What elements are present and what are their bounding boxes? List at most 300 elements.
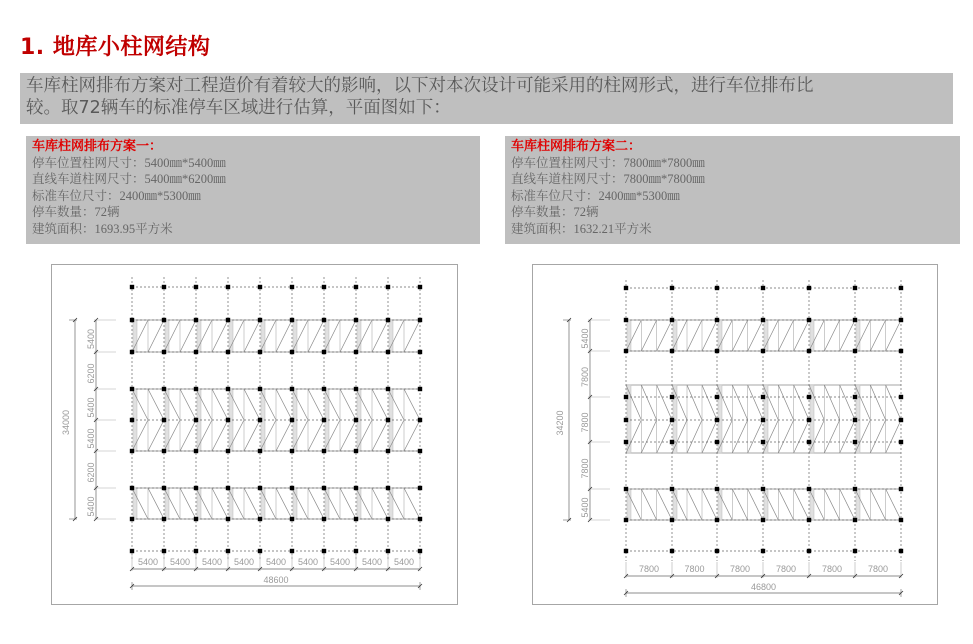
scheme-2-spec-stall-size: 标准车位尺寸：2400㎜*5300㎜ [511, 187, 680, 203]
scheme-1-spec-parking-grid: 停车位置柱网尺寸：5400㎜*5400㎜ [32, 154, 226, 170]
column-strip [357, 488, 361, 519]
structural-column [322, 486, 326, 490]
stall-diagonal [180, 320, 196, 352]
structural-column [715, 549, 719, 553]
stall-diagonal [840, 489, 855, 520]
stall-diagonal [886, 420, 901, 453]
structural-column [899, 418, 903, 422]
structural-column [194, 387, 198, 391]
stall-diagonal [641, 320, 656, 351]
scheme-2-heading: 车库柱网排布方案二： [511, 139, 642, 154]
stall-diagonal [148, 488, 164, 519]
structural-column [853, 418, 857, 422]
intro-line-1: 车库柱网排布方案对工程造价有着较大的影响，以下对本次设计可能采用的柱网形式，进行车位排布比 [26, 76, 814, 96]
stall-diagonal [687, 385, 702, 420]
structural-column [258, 285, 262, 289]
bay-dimension-label: 7800 [684, 564, 705, 574]
structural-column [290, 318, 294, 322]
column-strip [325, 320, 329, 352]
column-strip [229, 320, 233, 352]
structural-column [354, 285, 358, 289]
stall-diagonal [212, 320, 228, 352]
scheme-1-spec-stall-size: 标准车位尺寸：2400㎜*5300㎜ [32, 187, 201, 203]
stall-diagonal [244, 488, 260, 519]
column-strip [197, 488, 201, 519]
column-strip [229, 488, 233, 519]
structural-column [899, 440, 903, 444]
structural-column [258, 449, 262, 453]
stall-diagonal [840, 385, 855, 420]
stall-diagonal [404, 389, 420, 420]
structural-column [290, 549, 294, 553]
structural-column [322, 418, 326, 422]
bay-dimension-label: 5400 [329, 557, 351, 567]
row-dimension-label: 5400 [86, 328, 96, 350]
structural-column [226, 350, 230, 354]
column-strip [357, 320, 361, 352]
stall-diagonal [886, 489, 901, 520]
stall-diagonal [840, 320, 855, 351]
stall-diagonal [308, 420, 324, 451]
structural-column [624, 549, 628, 553]
stall-diagonal [340, 389, 356, 420]
structural-column [162, 285, 166, 289]
structural-column [322, 387, 326, 391]
structural-column [258, 387, 262, 391]
structural-column [418, 517, 422, 521]
scheme-1-spec-car-count: 停车数量：72辆 [32, 204, 120, 219]
structural-column [715, 395, 719, 399]
stall-diagonal [308, 320, 324, 352]
bay-dimension-label: 5400 [233, 557, 255, 567]
scheme-2-plan-svg [533, 265, 939, 606]
structural-column [624, 286, 628, 290]
structural-column [715, 518, 719, 522]
stall-diagonal [824, 385, 839, 420]
stall-diagonal [372, 389, 388, 420]
stall-diagonal [870, 420, 885, 453]
structural-column [715, 318, 719, 322]
structural-column [194, 318, 198, 322]
bay-dimension-label: 7800 [867, 564, 889, 574]
structural-column [290, 350, 294, 354]
structural-column [670, 395, 674, 399]
structural-column [624, 518, 628, 522]
structural-column [418, 549, 422, 553]
scheme-2-floor-plan [532, 264, 938, 605]
structural-column [130, 449, 134, 453]
structural-column [130, 517, 134, 521]
structural-column [258, 318, 262, 322]
structural-column [418, 418, 422, 422]
column-strip [856, 489, 860, 520]
stall-diagonal [340, 488, 356, 519]
stall-diagonal [732, 385, 747, 420]
structural-column [290, 486, 294, 490]
structural-column [194, 418, 198, 422]
scheme-1-floor-plan [51, 264, 458, 605]
stall-diagonal [732, 420, 747, 453]
total-width-label: 48600 [263, 575, 289, 585]
column-strip [627, 489, 631, 520]
stall-diagonal [404, 488, 420, 519]
structural-column [226, 517, 230, 521]
scheme-2-spec-floor-area: 建筑面积：1632.21平方米 [511, 220, 652, 236]
stall-diagonal [404, 320, 420, 352]
structural-column [354, 387, 358, 391]
structural-column [624, 418, 628, 422]
row-dimension-label: 7800 [580, 412, 590, 433]
structural-column [226, 549, 230, 553]
structural-column [194, 486, 198, 490]
structural-column [162, 449, 166, 453]
structural-column [761, 286, 765, 290]
structural-column [670, 418, 674, 422]
structural-column [670, 286, 674, 290]
structural-column [258, 350, 262, 354]
structural-column [899, 487, 903, 491]
structural-column [322, 285, 326, 289]
structural-column [322, 549, 326, 553]
stall-diagonal [778, 489, 793, 520]
structural-column [386, 449, 390, 453]
structural-column [386, 517, 390, 521]
column-strip [261, 488, 265, 519]
structural-column [130, 350, 134, 354]
structural-column [290, 387, 294, 391]
column-strip [325, 488, 329, 519]
column-strip [293, 320, 297, 352]
structural-column [354, 549, 358, 553]
stall-diagonal [276, 488, 292, 519]
structural-column [290, 517, 294, 521]
stall-diagonal [748, 385, 763, 420]
structural-column [418, 285, 422, 289]
stall-diagonal [778, 385, 793, 420]
structural-column [162, 486, 166, 490]
structural-column [853, 395, 857, 399]
stall-diagonal [244, 320, 260, 352]
stall-diagonal [778, 420, 793, 453]
structural-column [418, 387, 422, 391]
stall-diagonal [308, 488, 324, 519]
stall-diagonal [641, 489, 656, 520]
intro-line-2: 较。取72辆车的标准停车区域进行估算，平面图如下： [26, 98, 451, 118]
stall-diagonal [886, 320, 901, 351]
structural-column [761, 487, 765, 491]
stall-diagonal [702, 320, 717, 351]
structural-column [807, 349, 811, 353]
structural-column [354, 449, 358, 453]
stall-diagonal [870, 385, 885, 420]
column-strip [133, 488, 137, 519]
structural-column [130, 486, 134, 490]
stall-diagonal [702, 489, 717, 520]
structural-column [670, 318, 674, 322]
structural-column [761, 440, 765, 444]
structural-column [386, 285, 390, 289]
column-strip [764, 320, 768, 351]
stall-diagonal [794, 385, 809, 420]
structural-column [194, 449, 198, 453]
row-dimension-label: 5400 [580, 497, 590, 518]
structural-column [761, 418, 765, 422]
structural-column [258, 418, 262, 422]
column-strip [389, 488, 393, 519]
scheme-1-plan-svg [52, 265, 459, 606]
column-strip [673, 489, 677, 520]
stall-diagonal [404, 420, 420, 451]
stall-diagonal [732, 489, 747, 520]
column-strip [165, 320, 169, 352]
stall-diagonal [372, 320, 388, 352]
structural-column [807, 286, 811, 290]
stall-diagonal [212, 389, 228, 420]
structural-column [322, 517, 326, 521]
bay-dimension-label: 5400 [393, 557, 415, 567]
scheme-2-spec-parking-grid: 停车位置柱网尺寸：7800㎜*7800㎜ [511, 154, 705, 170]
stall-diagonal [778, 320, 793, 351]
scheme-1-spec-driveway-grid: 直线车道柱网尺寸：5400㎜*6200㎜ [32, 171, 226, 186]
structural-column [899, 549, 903, 553]
structural-column [624, 318, 628, 322]
structural-column [162, 549, 166, 553]
structural-column [807, 395, 811, 399]
structural-column [258, 549, 262, 553]
row-dimension-label: 6200 [86, 363, 96, 384]
stall-diagonal [148, 389, 164, 420]
column-strip [718, 489, 722, 520]
stall-diagonal [180, 488, 196, 519]
stall-diagonal [212, 420, 228, 451]
structural-column [226, 486, 230, 490]
structural-column [418, 350, 422, 354]
total-width-label: 46800 [750, 582, 777, 592]
row-dimension-label: 6200 [86, 462, 96, 483]
structural-column [354, 318, 358, 322]
page-title: 1. 地库小柱网结构 [20, 35, 211, 60]
row-dimension-label: 7800 [580, 458, 590, 479]
scheme-2-spec-car-count: 停车数量：72辆 [511, 204, 599, 219]
structural-column [853, 286, 857, 290]
structural-column [624, 395, 628, 399]
stall-diagonal [748, 489, 763, 520]
structural-column [290, 418, 294, 422]
column-strip [856, 320, 860, 351]
stall-diagonal [732, 320, 747, 351]
stall-diagonal [687, 420, 702, 453]
structural-column [130, 318, 134, 322]
structural-column [226, 318, 230, 322]
structural-column [624, 440, 628, 444]
structural-column [715, 440, 719, 444]
bay-dimension-label: 7800 [775, 564, 797, 574]
row-dimension-label: 7800 [580, 366, 590, 388]
stall-diagonal [340, 320, 356, 352]
structural-column [386, 318, 390, 322]
bay-dimension-label: 7800 [821, 564, 843, 574]
scheme-1-heading: 车库柱网排布方案一： [32, 139, 163, 154]
structural-column [290, 285, 294, 289]
stall-diagonal [748, 420, 763, 453]
column-strip [810, 320, 814, 351]
structural-column [386, 549, 390, 553]
structural-column [670, 349, 674, 353]
structural-column [807, 418, 811, 422]
stall-diagonal [340, 420, 356, 451]
structural-column [761, 518, 765, 522]
stall-diagonal [180, 389, 196, 420]
structural-column [807, 318, 811, 322]
structural-column [162, 318, 166, 322]
structural-column [322, 318, 326, 322]
structural-column [715, 286, 719, 290]
structural-column [386, 418, 390, 422]
stall-diagonal [276, 389, 292, 420]
column-strip [718, 320, 722, 351]
scheme-2-panel [505, 136, 960, 244]
row-dimension-label: 5400 [86, 397, 96, 418]
structural-column [130, 549, 134, 553]
stall-diagonal [824, 320, 839, 351]
stall-diagonal [824, 489, 839, 520]
stall-diagonal [641, 420, 656, 453]
structural-column [807, 549, 811, 553]
stall-diagonal [824, 420, 839, 453]
stall-diagonal [840, 420, 855, 453]
stall-diagonal [372, 488, 388, 519]
bay-dimension-label: 7800 [638, 564, 660, 574]
stall-diagonal [276, 420, 292, 451]
stall-diagonal [794, 420, 809, 453]
stall-diagonal [244, 420, 260, 451]
structural-column [418, 486, 422, 490]
structural-column [715, 418, 719, 422]
structural-column [226, 449, 230, 453]
structural-column [162, 350, 166, 354]
structural-column [130, 418, 134, 422]
structural-column [322, 449, 326, 453]
structural-column [386, 486, 390, 490]
structural-column [354, 350, 358, 354]
intro-panel [20, 73, 953, 124]
structural-column [162, 387, 166, 391]
structural-column [194, 517, 198, 521]
bay-dimension-label: 5400 [265, 557, 287, 567]
structural-column [386, 350, 390, 354]
stall-diagonal [180, 420, 196, 451]
stall-diagonal [870, 320, 885, 351]
scheme-1-panel [26, 136, 480, 244]
structural-column [418, 318, 422, 322]
structural-column [807, 518, 811, 522]
structural-column [807, 487, 811, 491]
structural-column [194, 350, 198, 354]
structural-column [899, 286, 903, 290]
column-strip [133, 320, 137, 352]
structural-column [130, 387, 134, 391]
stall-diagonal [794, 320, 809, 351]
structural-column [290, 449, 294, 453]
structural-column [624, 487, 628, 491]
structural-column [899, 349, 903, 353]
stall-diagonal [308, 389, 324, 420]
structural-column [418, 449, 422, 453]
column-strip [261, 320, 265, 352]
structural-column [761, 395, 765, 399]
bay-dimension-label: 5400 [169, 557, 191, 567]
structural-column [226, 387, 230, 391]
structural-column [853, 487, 857, 491]
stall-diagonal [794, 489, 809, 520]
stall-diagonal [148, 320, 164, 352]
structural-column [761, 318, 765, 322]
column-strip [165, 488, 169, 519]
stall-diagonal [702, 385, 717, 420]
structural-column [853, 318, 857, 322]
row-dimension-label: 5400 [580, 328, 590, 349]
structural-column [624, 349, 628, 353]
column-strip [764, 489, 768, 520]
structural-column [715, 487, 719, 491]
structural-column [354, 486, 358, 490]
structural-column [386, 387, 390, 391]
stall-diagonal [870, 489, 885, 520]
stall-diagonal [702, 420, 717, 453]
structural-column [194, 285, 198, 289]
bay-dimension-label: 5400 [201, 557, 223, 567]
stall-diagonal [687, 320, 702, 351]
structural-column [899, 518, 903, 522]
stall-diagonal [748, 320, 763, 351]
row-dimension-label: 5400 [86, 428, 96, 449]
structural-column [130, 285, 134, 289]
bay-dimension-label: 5400 [297, 557, 319, 567]
structural-column [226, 285, 230, 289]
stall-diagonal [687, 489, 702, 520]
column-strip [810, 489, 814, 520]
stall-diagonal [657, 320, 672, 351]
column-strip [389, 320, 393, 352]
total-height-label: 34200 [555, 410, 565, 436]
structural-column [761, 549, 765, 553]
stall-diagonal [657, 385, 672, 420]
structural-column [162, 418, 166, 422]
structural-column [853, 440, 857, 444]
stall-diagonal [148, 420, 164, 451]
bay-dimension-label: 5400 [361, 557, 383, 567]
row-dimension-label: 5400 [86, 496, 96, 517]
stall-diagonal [657, 489, 672, 520]
structural-column [899, 318, 903, 322]
structural-column [715, 349, 719, 353]
structural-column [670, 549, 674, 553]
stall-diagonal [276, 320, 292, 352]
column-strip [293, 488, 297, 519]
structural-column [761, 349, 765, 353]
column-strip [197, 320, 201, 352]
stall-diagonal [641, 385, 656, 420]
structural-column [354, 517, 358, 521]
structural-column [354, 418, 358, 422]
bay-dimension-label: 5400 [137, 557, 159, 567]
stall-diagonal [212, 488, 228, 519]
bay-dimension-label: 7800 [729, 564, 751, 574]
structural-column [670, 518, 674, 522]
structural-column [899, 395, 903, 399]
structural-column [258, 486, 262, 490]
stall-diagonal [244, 389, 260, 420]
